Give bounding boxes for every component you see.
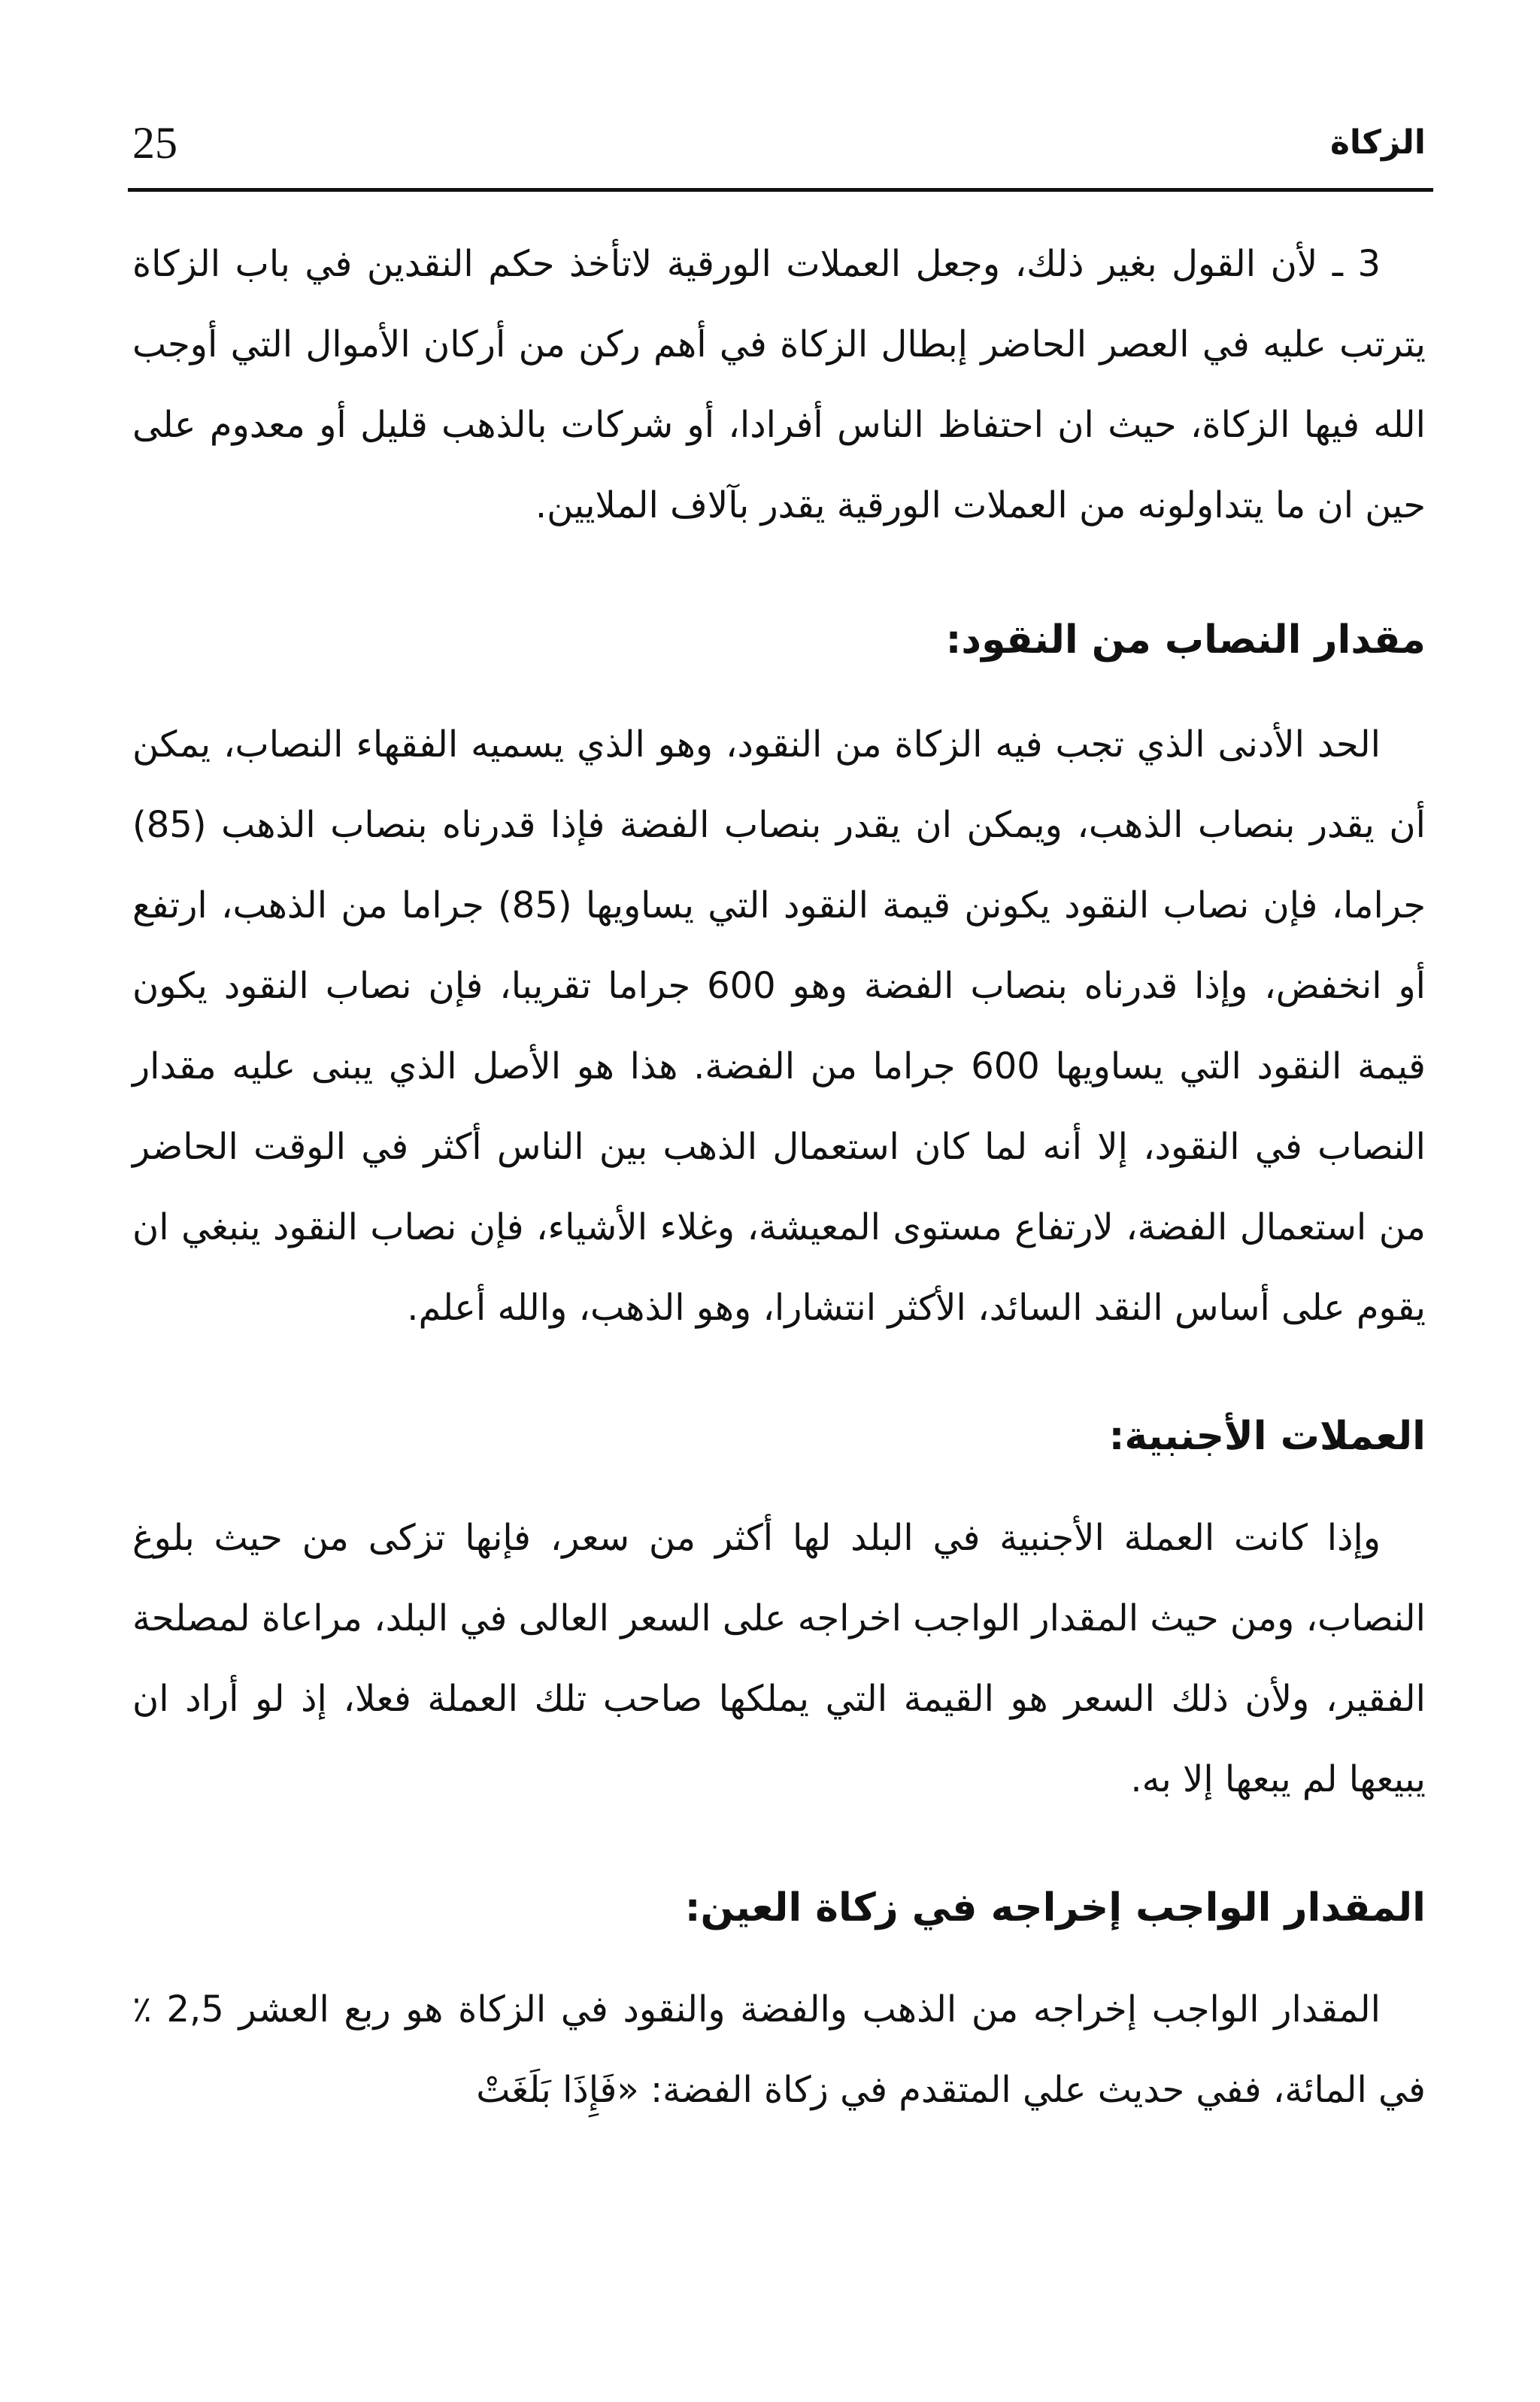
paragraph-due-amount: المقدار الواجب إخراجه من الذهب والفضة والنقود في الزكاة هو ربع العشر 2,5 ٪ في المائة، ففي حديث علي المتقدم في زكاة الفضة: «فَإِذَا بَلَغَتْ [132, 1988, 1426, 2111]
running-title: الزكاة [1329, 123, 1426, 162]
section-heading-foreign-currency: العملات الأجنبية: [1108, 1414, 1426, 1459]
section-heading-due-amount: المقدار الواجب إخراجه في زكاة العين: [684, 1885, 1426, 1930]
paragraph-nisab: الحد الأدنى الذي تجب فيه الزكاة من النقود، وهو الذي يسميه الفقهاء النصاب، يمكن أن يقدر بنصاب الذهب، ويمكن ان يقدر بنصاب الفضة فإذا قدرناه بنصاب الذهب (85) جراما، فإن نصاب النقود يكونن قيمة النقود التي يساويها (85) جراما من الذهب، ارتفع أو انخفض، وإذا قدرناه بنصاب الفضة وهو 600 جراما تقريبا، فإن نصاب النقود يكون قيمة النقود التي يساويها 600 جراما من الفضة. هذا هو الأصل الذي يبنى عليه مقدار النصاب في النقود، إلا أنه لما كان استعمال الذهب بين الناس أكثر في الوقت الحاضر من استعمال الفضة، لارتفاع مستوى المعيشة، وغلاء الأشياء، فإن نصاب النقود ينبغي ان يقوم على أساس النقد السائد، الأكثر انتشارا، وهو الذهب، والله أعلم. [132, 723, 1426, 1329]
section-heading-nisab: مقدار النصاب من النقود: [945, 617, 1426, 663]
header-rule [128, 188, 1433, 192]
page-number: 25 [132, 118, 177, 168]
running-header [132, 105, 1426, 180]
paragraph-foreign-currency: وإذا كانت العملة الأجنبية في البلد لها أكثر من سعر، فإنها تزكى من حيث بلوغ النصاب، ومن حيث المقدار الواجب اخراجه على السعر العالى في البلد، مراعاة لمصلحة الفقير، ولأن ذلك السعر هو القيمة التي يملكها صاحب تلك العملة فعلا، إذ لو أراد ان يبيعها لم يبعها إلا به. [132, 1517, 1426, 1800]
paragraph-currency-reason: 3 ـ لأن القول بغير ذلك، وجعل العملات الورقية لاتأخذ حكم النقدين في باب الزكاة يترتب عليه في العصر الحاضر إبطال الزكاة في أهم ركن من أركان الأموال التي أوجب الله فيها الزكاة، حيث ان احتفاظ الناس أفرادا، أو شركات بالذهب قليل أو معدوم على حين ان ما يتداولونه من العملات الورقية يقدر بآلاف الملايين. [132, 243, 1426, 526]
page-body [132, 224, 1426, 2131]
